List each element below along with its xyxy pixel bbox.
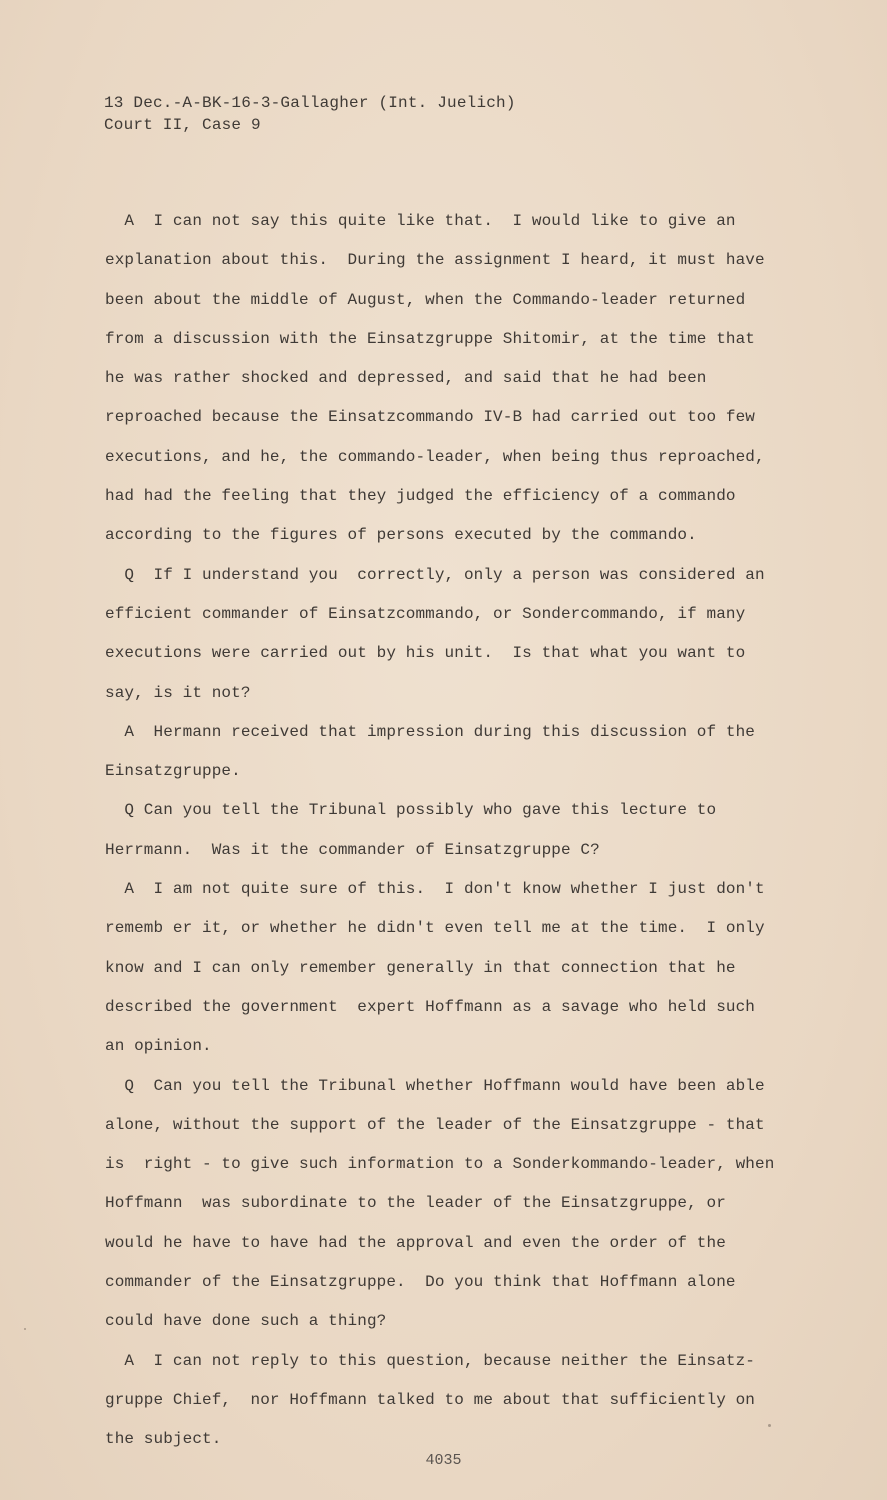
transcript-body bbox=[105, 208, 795, 1466]
transcript-line: efficient commander of Einsatzcommando, or Sondercommando, if many bbox=[105, 604, 746, 623]
transcript-line: is right - to give such information to a Sonderkommando-leader, when bbox=[105, 1155, 775, 1174]
transcript-line: know and I can only remember generally in that connection that he bbox=[105, 958, 736, 977]
transcript-line: say, is it not? bbox=[105, 683, 251, 702]
paper-speck bbox=[768, 1424, 771, 1427]
transcript-line: had had the feeling that they judged the efficiency of a commando bbox=[105, 487, 736, 506]
transcript-line: alone, without the support of the leader of the Einsatzgruppe - that bbox=[105, 1115, 765, 1134]
transcript-line: the subject. bbox=[105, 1430, 222, 1449]
transcript-line: Herrmann. Was it the commander of Einsatzgruppe C? bbox=[105, 840, 600, 859]
transcript-line: Q Can you tell the Tribunal whether Hoffmann would have been able bbox=[105, 1076, 765, 1095]
transcript-line: Hoffmann was subordinate to the leader of the Einsatzgruppe, or bbox=[105, 1194, 726, 1213]
transcript-line: rememb er it, or whether he didn't even tell me at the time. I only bbox=[105, 919, 765, 938]
transcript-line: would he have to have had the approval and even the order of the bbox=[105, 1233, 726, 1252]
transcript-line: reproached because the Einsatzcommando IV-B had carried out too few bbox=[105, 408, 756, 427]
transcript-line: executions were carried out by his unit. Is that what you want to bbox=[105, 644, 746, 663]
document-header bbox=[104, 92, 516, 136]
transcript-line: described the government expert Hoffmann as a savage who held such bbox=[105, 997, 756, 1016]
transcript-line: A I can not say this quite like that. I would like to give an bbox=[105, 212, 736, 230]
paper-speck bbox=[24, 1328, 26, 1330]
header-line-2: Court II, Case 9 bbox=[104, 116, 261, 134]
transcript-line: Q Can you tell the Tribunal possibly who gave this lecture to bbox=[105, 801, 717, 820]
page-number: 4035 bbox=[425, 1452, 462, 1469]
transcript-line: from a discussion with the Einsatzgruppe Shitomir, at the time that bbox=[105, 329, 756, 348]
transcript-line: gruppe Chief, nor Hoffmann talked to me about that sufficiently on bbox=[105, 1390, 756, 1409]
transcript-line: been about the middle of August, when the Commando-leader returned bbox=[105, 290, 746, 309]
transcript-line: A I can not reply to this question, because neither the Einsatz- bbox=[105, 1351, 756, 1370]
transcript-line: explanation about this. During the assignment I heard, it must have bbox=[105, 251, 765, 270]
transcript-line: A I am not quite sure of this. I don't know whether I just don't bbox=[105, 880, 765, 899]
transcript-line: could have done such a thing? bbox=[105, 1312, 387, 1331]
transcript-line: an opinion. bbox=[105, 1037, 212, 1056]
transcript-line: executions, and he, the commando-leader, when being thus reproached, bbox=[105, 447, 765, 466]
transcript-line: he was rather shocked and depressed, and said that he had been bbox=[105, 369, 707, 388]
transcript-line: Q If I understand you correctly, only a person was considered an bbox=[105, 565, 765, 584]
transcript-line: commander of the Einsatzgruppe. Do you think that Hoffmann alone bbox=[105, 1273, 736, 1292]
transcript-line: A Hermann received that impression during this discussion of the bbox=[105, 722, 756, 741]
transcript-line: Einsatzgruppe. bbox=[105, 762, 241, 781]
header-line-1: 13 Dec.-A-BK-16-3-Gallagher (Int. Juelich) bbox=[104, 94, 516, 112]
transcript-line: according to the figures of persons executed by the commando. bbox=[105, 526, 697, 545]
